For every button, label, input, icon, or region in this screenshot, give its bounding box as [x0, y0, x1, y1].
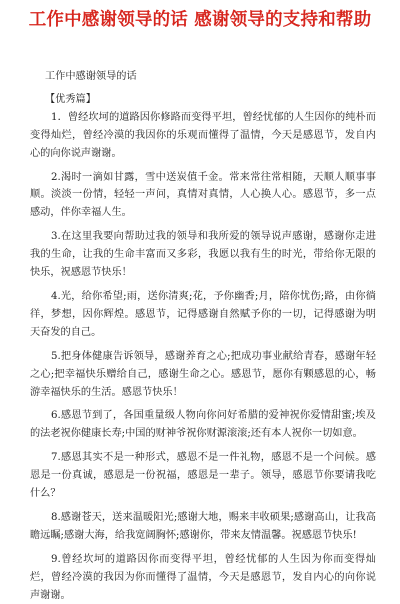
paragraph-4: 4.光，给你希望;雨，送你清爽;花，予你幽香;月，陪你忧伤;路，由你徜徉，梦想，因你辉煌。感恩节，记得感谢自然赋予你的一切，记得感谢为明天奋发的自己。 — [30, 290, 376, 338]
section-heading: 【优秀篇】 — [45, 93, 96, 105]
paragraph-6: 6.感恩节到了，各国重量级人物向你问好希腊的爱神祝你爱情甜蜜;埃及的法老祝你健康长寿;中国的财神爷祝你财源滚滚;还有本人祝你一切如意。 — [30, 410, 376, 440]
paragraph-5: 5.把身体健康告诉领导，感谢养育之心;把成功事业献给青春，感谢年轻之心;把幸福快乐赠给自己，感谢生命之心。感恩节，愿你有颗感恩的心，畅游幸福快乐的生活。感恩节快乐！ — [30, 350, 376, 398]
paragraph-7: 7.感恩其实不是一种形式，感恩不是一件礼物，感恩不是一个问候。感恩是一份真诚，感恩是一份祝福，感恩是一辈子。领导，感恩节你要请我吃什么？ — [30, 452, 376, 500]
paragraph-1: 1．曾经坎坷的道路因你修路而变得平坦，曾经忧郁的人生因你的纯朴而变得灿烂，曾经冷漠的我因你的乐观而懂得了温情，今天是感恩节，发自内心的向你说声谢谢。 — [30, 111, 376, 159]
paragraph-9: 9.曾经坎坷的道路因你而变得平坦，曾经忧郁的人生因为你而变得灿烂，曾经冷漠的我因为你而懂得了温情，今天是感恩节，发自内心的向你说声谢谢。 — [30, 553, 376, 601]
article-body — [30, 68, 376, 604]
paragraph-8: 8.感谢苍天，送来温暖阳光;感谢大地，赐来丰收硕果;感谢高山，让我高瞻远瞩;感谢大海，给我宽阔胸怀;感谢你，带来友情温馨。祝感恩节快乐! — [30, 511, 376, 541]
paragraph-2: 2.渴时一滴如甘露，雪中送炭值千金。常来常往常相随，天顺人顺事事顺。淡淡一份情，轻轻一声问，真情对真情，人心换人心。感恩节，多一点感动，伴你幸福人生。 — [30, 171, 376, 219]
page-title: 工作中感谢领导的话 感谢领导的支持和帮助 — [28, 10, 372, 30]
paragraph-3: 3.在这里我要向帮助过我的领导和我所爱的领导说声感谢，感谢你走进我的生命，让我的生命丰富而又多彩，我愿以我有生的时光，带给你无限的快乐，祝感恩节快乐！ — [30, 231, 376, 279]
article-subtitle: 工作中感谢领导的话 — [45, 71, 137, 82]
